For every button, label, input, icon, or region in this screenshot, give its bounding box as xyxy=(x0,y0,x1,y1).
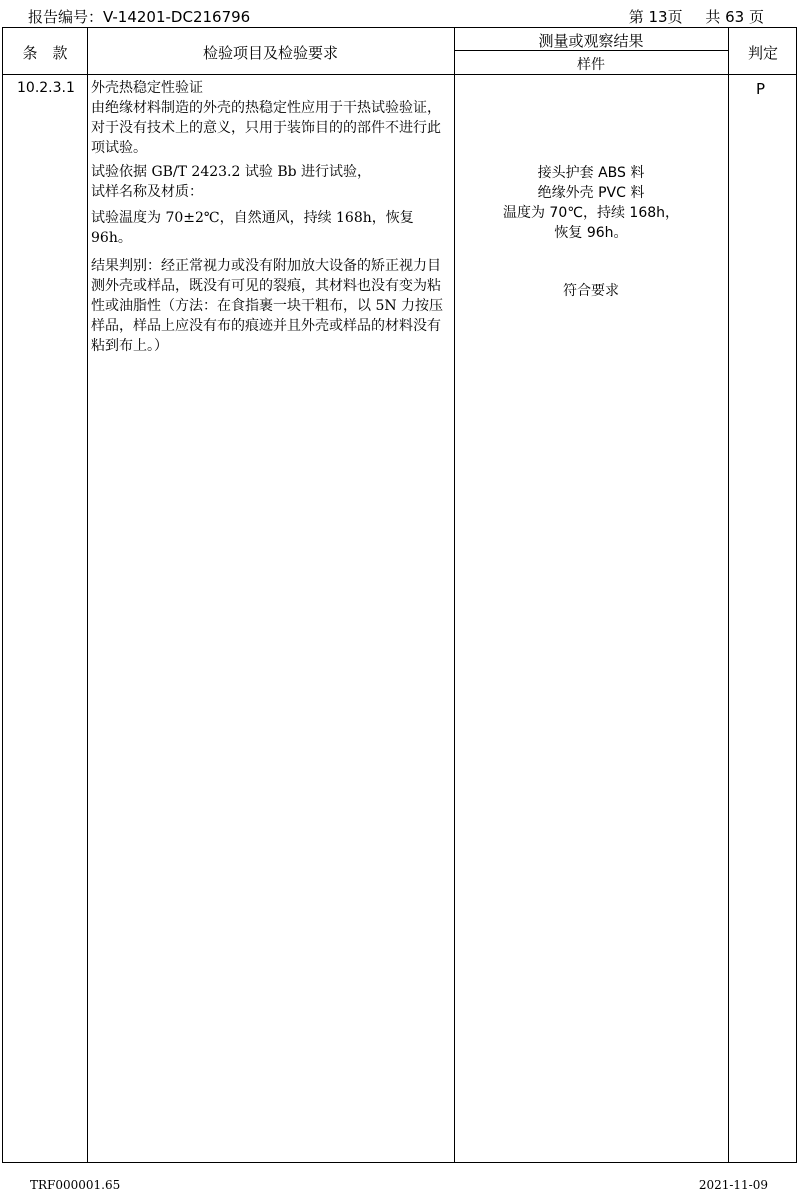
measurement-result xyxy=(454,163,728,301)
verdict: P xyxy=(756,80,766,98)
divider xyxy=(3,74,796,75)
column-header-item: 检验项目及检验要求 xyxy=(202,44,338,62)
item-paragraph: 试样名称及材质： xyxy=(91,184,203,200)
divider xyxy=(87,28,88,1162)
item-paragraph: 结果判别：经正常视力或没有附加放大设备的矫正视力目测外壳或样品，既没有可见的裂痕，其材料也没有变为粘性或油脂性（方法：在食指裹一块干粗布，以 5N 力按压样品，样品上应没有布的痕迹并且外壳或样品的材料没有粘到布上。） xyxy=(91,258,444,354)
report-number: 报告编号：V-14201-DC216796 xyxy=(28,8,251,26)
item-paragraph: 试验依据 GB/T 2423.2 试验 Bb 进行试验， xyxy=(91,164,372,180)
item-title: 外壳热稳定性验证 xyxy=(91,80,203,96)
result-conclusion: 符合要求 xyxy=(563,283,619,299)
result-line: 绝缘外壳 PVC 料 xyxy=(537,185,645,201)
item-paragraph: 试验温度为 70±2℃，自然通风，持续 168h，恢复 96h。 xyxy=(91,210,414,246)
page-indicator xyxy=(611,6,764,27)
clause-number: 10.2.3.1 xyxy=(17,80,75,96)
result-line: 温度为 70℃，持续 168h， xyxy=(502,205,680,221)
column-header-clause: 条 款 xyxy=(22,44,68,62)
item-paragraph: 由绝缘材料制造的外壳的热稳定性应用于干热试验验证，对于没有技术上的意义，只用于装饰目的的部件不进行此项试验。 xyxy=(91,100,441,156)
column-header-result: 测量或观察结果 xyxy=(538,32,644,50)
form-date: 2021-11-09 xyxy=(698,1178,768,1192)
column-header-verdict: 判定 xyxy=(747,44,778,62)
inspection-item xyxy=(91,78,451,356)
result-line: 恢复 96h。 xyxy=(554,225,628,241)
column-header-sample: 样件 xyxy=(577,57,605,73)
form-number: TRF000001.65 xyxy=(30,1178,121,1192)
divider xyxy=(728,28,729,1162)
inspection-table xyxy=(2,27,797,1163)
page-number: 第 13页 xyxy=(628,8,683,26)
result-line: 接头护套 ABS 料 xyxy=(537,165,645,181)
page-total: 共 63 页 xyxy=(705,8,764,26)
